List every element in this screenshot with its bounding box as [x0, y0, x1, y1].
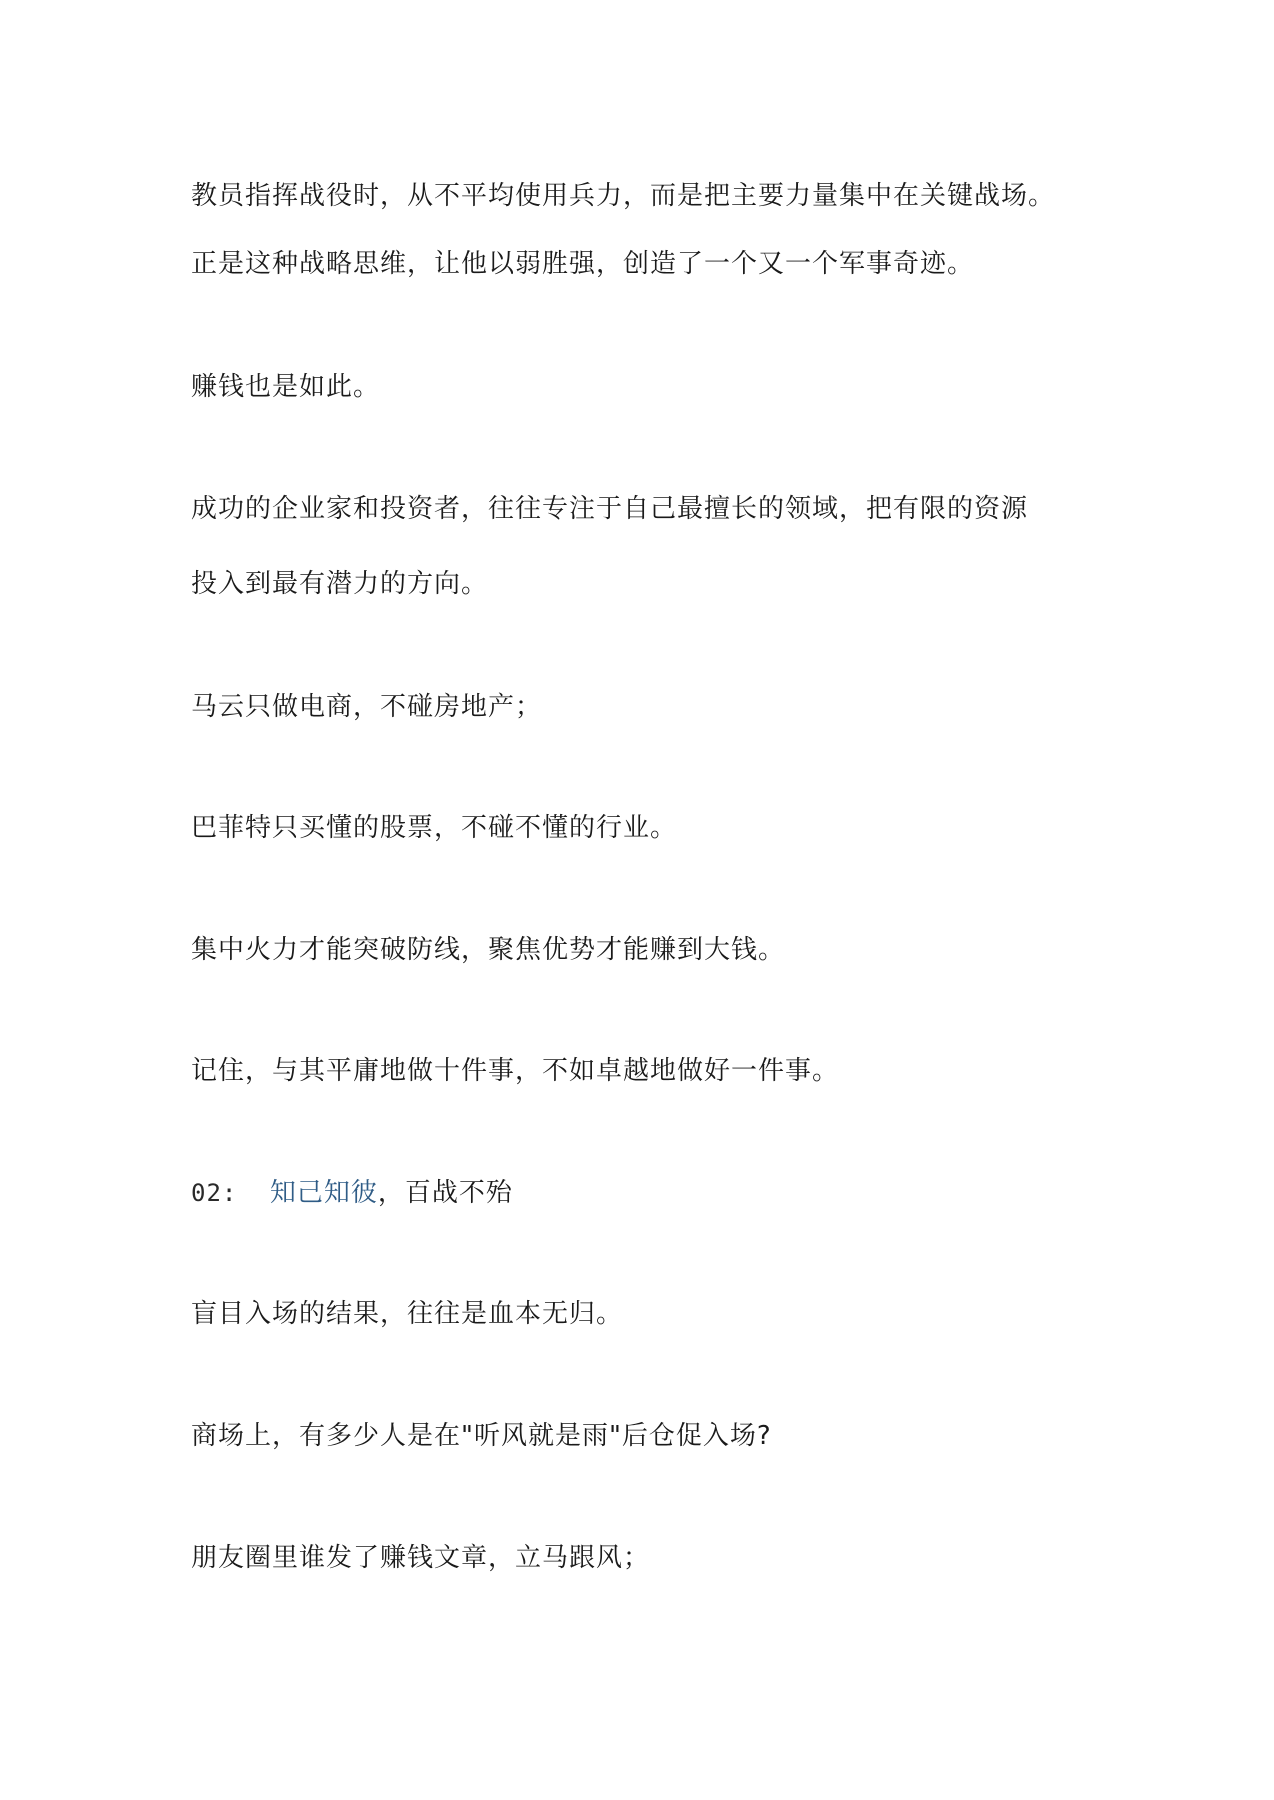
paragraph: 集中火力才能突破防线，聚焦优势才能赚到大钱。 [191, 935, 786, 965]
section-heading-accent: 知己知彼 [269, 1178, 378, 1208]
section-heading [191, 1175, 1151, 1211]
paragraph-line: 教员指挥战役时，从不平均使用兵力，而是把主要力量集中在关键战场。 [191, 181, 1056, 211]
paragraph: 商场上，有多少人是在"听风就是雨"后仓促入场? [191, 1421, 772, 1451]
paragraph-line: 正是这种战略思维，让他以弱胜强，创造了一个又一个军事奇迹。 [191, 249, 975, 279]
paragraph: 巴菲特只买懂的股票，不碰不懂的行业。 [191, 813, 678, 843]
section-number: 02: [191, 1179, 238, 1207]
paragraph: 朋友圈里谁发了赚钱文章，立马跟风； [191, 1543, 651, 1573]
paragraph: 赚钱也是如此。 [191, 372, 381, 402]
paragraph: 马云只做电商，不碰房地产； [191, 692, 543, 722]
paragraph: 盲目入场的结果，往往是血本无归。 [191, 1299, 624, 1329]
paragraph-line: 投入到最有潜力的方向。 [191, 569, 489, 599]
section-heading-rest: ，百战不殆 [377, 1178, 513, 1208]
paragraph: 记住，与其平庸地做十件事，不如卓越地做好一件事。 [191, 1056, 840, 1086]
paragraph-line: 成功的企业家和投资者，往往专注于自己最擅长的领域，把有限的资源 [191, 494, 1029, 524]
